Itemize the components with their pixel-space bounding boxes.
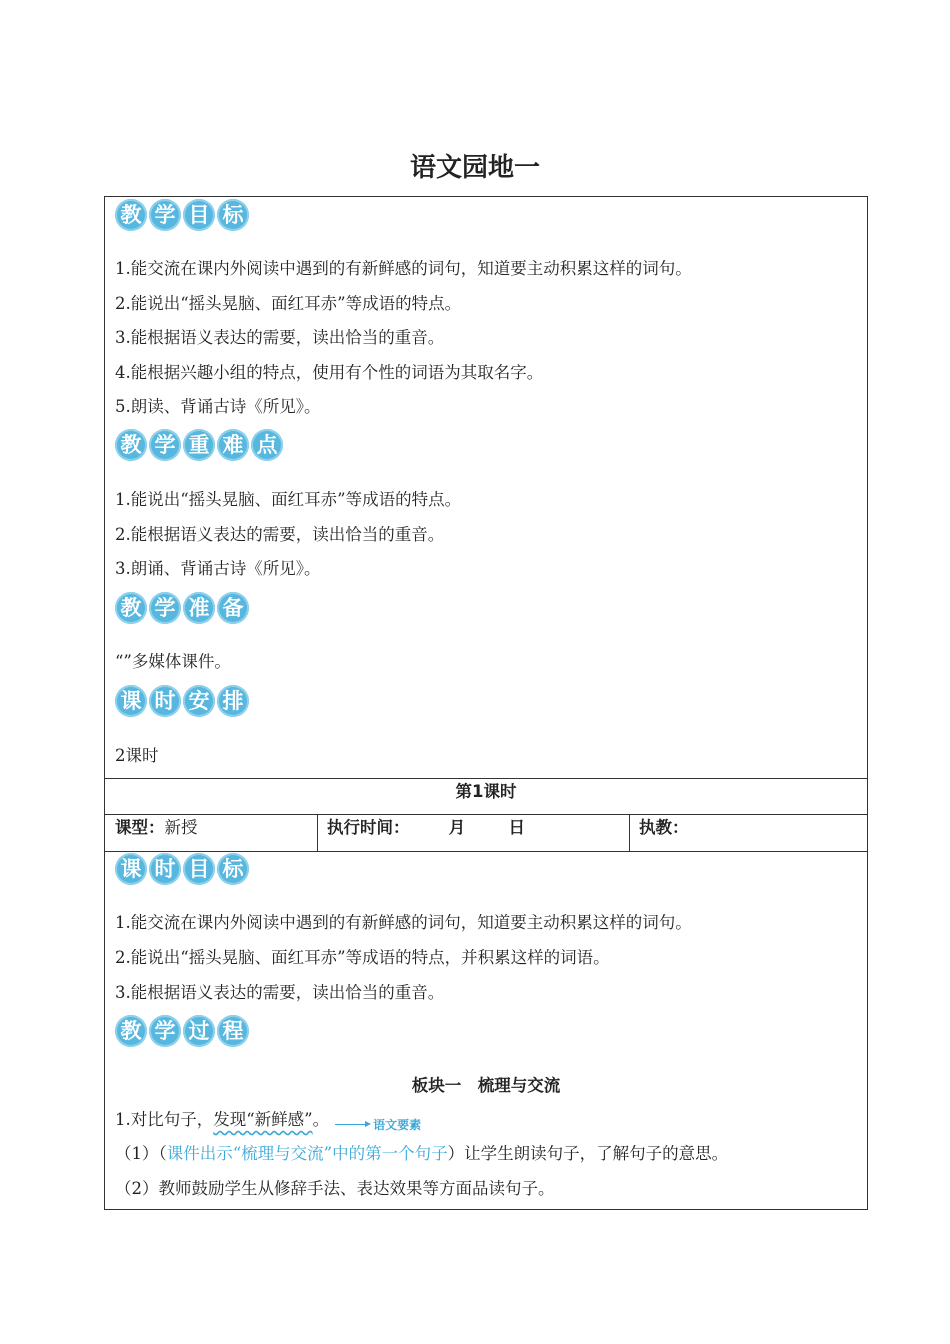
badge-char: 课: [115, 853, 147, 885]
objective-item: 2.能说出“摇头晃脑、面红耳赤”等成语的特点。: [115, 294, 462, 313]
badge-char: 课: [115, 685, 147, 717]
page-title: 语文园地一: [409, 153, 540, 183]
schedule-badge: [115, 685, 249, 717]
process-sub-1: [115, 1143, 728, 1165]
badge-char: 标: [217, 853, 249, 885]
key-points-badge: [115, 429, 283, 461]
key-point-item: 2.能根据语义表达的需要，读出恰当的重音。: [115, 525, 445, 544]
arrow-icon: [335, 1124, 369, 1125]
execution-time: [327, 817, 525, 839]
objective-item: 4.能根据兴趣小组的特点，使用有个性的词语为其取名字。: [115, 363, 544, 382]
execution-time-label: 执行时间：: [327, 818, 410, 837]
preparation-badge: [115, 592, 249, 624]
badge-char: 时: [149, 685, 181, 717]
objectives-badge: [115, 199, 249, 231]
badge-char: 标: [217, 199, 249, 231]
divider: [105, 778, 867, 779]
badge-char: 准: [183, 592, 215, 624]
badge-char: 教: [115, 1015, 147, 1047]
lesson-objectives-badge: [115, 853, 249, 885]
key-point-item: 1.能说出“摇头晃脑、面红耳赤”等成语的特点。: [115, 490, 462, 509]
step-text: 1.对比句子，: [115, 1110, 214, 1129]
day-label: 日: [508, 818, 525, 837]
lesson-heading: 第1课时: [455, 782, 517, 801]
lesson-type-label: 课型：: [115, 818, 165, 837]
badge-char: 点: [251, 429, 283, 461]
lesson-type-value: 新授: [164, 818, 198, 837]
teacher-label: 执教：: [639, 818, 689, 837]
badge-char: 时: [149, 853, 181, 885]
badge-char: 学: [149, 592, 181, 624]
step-highlight: 发现“新鲜感”: [213, 1110, 313, 1129]
badge-char: 程: [217, 1015, 249, 1047]
chinese-element-tag: [335, 1114, 421, 1136]
objective-item: 3.能根据语义表达的需要，读出恰当的重音。: [115, 328, 445, 347]
objective-item: 5.朗读、背诵古诗《所见》。: [115, 397, 321, 416]
divider: [629, 814, 630, 851]
key-point-item: 3.朗诵、背诵古诗《所见》。: [115, 559, 321, 578]
badge-char: 学: [149, 429, 181, 461]
block-title: 板块一 梳理与交流: [411, 1076, 561, 1095]
process-badge: [115, 1015, 249, 1047]
badge-char: 学: [149, 1015, 181, 1047]
lesson-objective-item: 1.能交流在课内外阅读中遇到的有新鲜感的词句，知道要主动积累这样的词句。: [115, 913, 692, 932]
preparation-text: “”多媒体课件。: [115, 652, 231, 671]
lesson-type: [115, 817, 198, 839]
badge-char: 教: [115, 429, 147, 461]
badge-char: 备: [217, 592, 249, 624]
process-sub-2: （2）教师鼓励学生从修辞手法、表达效果等方面品读句子。: [115, 1179, 555, 1198]
divider: [105, 814, 867, 815]
badge-char: 教: [115, 592, 147, 624]
month-label: 月: [448, 818, 466, 837]
step-text: 。: [312, 1110, 330, 1129]
objective-item: 1.能交流在课内外阅读中遇到的有新鲜感的词句，知道要主动积累这样的词句。: [115, 259, 692, 278]
courseware-note: 课件出示“梳理与交流”中的第一个句子: [166, 1144, 448, 1163]
badge-char: 安: [183, 685, 215, 717]
badge-char: 目: [183, 199, 215, 231]
schedule-text: 2课时: [115, 746, 159, 765]
tag-label: 语文要素: [373, 1117, 422, 1132]
lesson-objective-item: 3.能根据语义表达的需要，读出恰当的重音。: [115, 983, 445, 1002]
badge-char: 难: [217, 429, 249, 461]
process-step-1: [115, 1109, 421, 1136]
lesson-objective-item: 2.能说出“摇头晃脑、面红耳赤”等成语的特点，并积累这样的词语。: [115, 948, 610, 967]
badge-char: 排: [217, 685, 249, 717]
badge-char: 学: [149, 199, 181, 231]
badge-char: 目: [183, 853, 215, 885]
divider: [317, 814, 318, 851]
divider: [105, 851, 867, 852]
badge-char: 重: [183, 429, 215, 461]
badge-char: 教: [115, 199, 147, 231]
badge-char: 过: [183, 1015, 215, 1047]
step-text: ）让学生朗读句子，了解句子的意思。: [447, 1144, 729, 1163]
step-text: （1）（: [115, 1144, 167, 1163]
lesson-plan-table: [104, 196, 868, 1210]
